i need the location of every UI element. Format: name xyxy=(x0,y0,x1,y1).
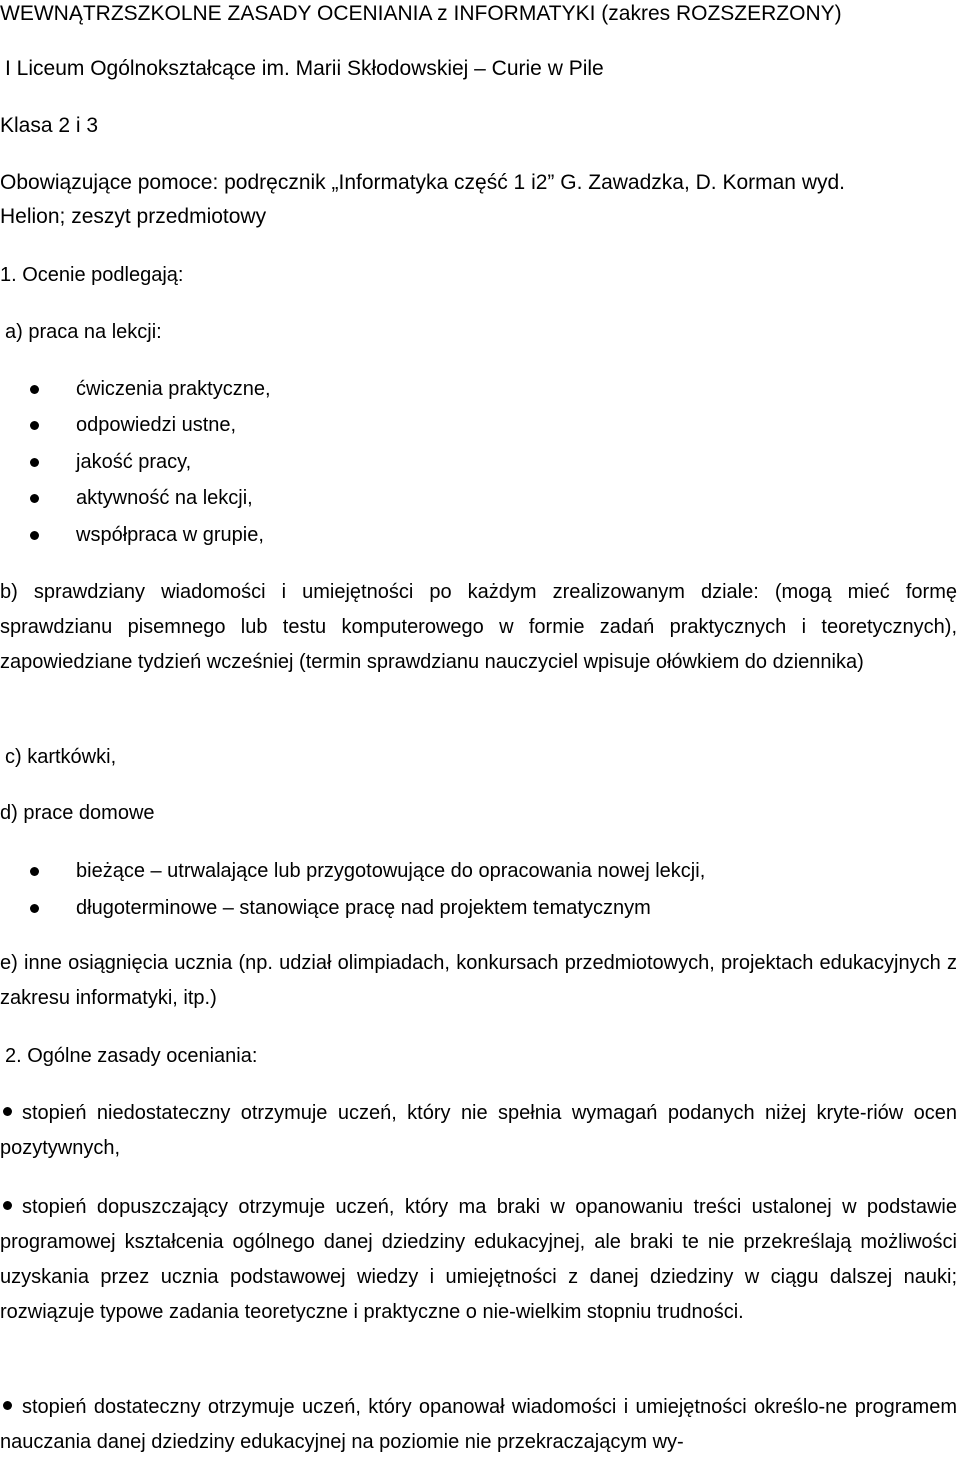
school-name: I Liceum Ogólnokształcące im. Marii Skłodowskiej – Curie w Pile xyxy=(5,57,604,80)
list-item: jakość pracy, xyxy=(38,450,191,474)
bullet-icon xyxy=(3,1401,12,1410)
list-item: stopień dostateczny otrzymuje uczeń, który opanował wiadomości i umiejętności określo-ne programem nauczania danej dziedziny edukacyjnej na poziomie nie przekraczającym wy- xyxy=(0,1396,957,1453)
bullet-icon xyxy=(3,1107,12,1116)
bullet-icon xyxy=(30,904,39,913)
bullet-icon xyxy=(3,1201,12,1210)
list-item: stopień dopuszczający otrzymuje uczeń, który ma braki w opanowaniu treści ustalonej w podstawie programowej kształcenia ogólnego danej dziedziny edukacyjnej, ale braki te nie przekreślają możliwości uzyskania przez ucznia podstawowej wiedzy i umiejętności z danej dziedziny w ciągu dalszej nauki; rozwiązuje typowe zadania teoretyczne i praktyczne o nie-wielkim stopniu trudności. xyxy=(0,1196,957,1323)
item-a-label: a) praca na lekcji: xyxy=(5,321,162,343)
grade-info: Klasa 2 i 3 xyxy=(0,114,99,137)
list-item: stopień niedostateczny otrzymuje uczeń, który nie spełnia wymagań podanych niżej kryte-riów ocen pozytywnych, xyxy=(0,1102,957,1159)
bullet-icon xyxy=(30,494,39,503)
section-2-heading: 2. Ogólne zasady oceniania: xyxy=(5,1045,258,1067)
list-item: współpraca w grupie, xyxy=(38,523,264,547)
bullet-icon xyxy=(30,458,39,467)
bullet-icon xyxy=(30,421,39,430)
list-item: aktywność na lekcji, xyxy=(38,486,253,510)
item-d-label: d) prace domowe xyxy=(0,802,155,824)
bullet-icon xyxy=(30,385,39,394)
item-b-text: b) sprawdziany wiadomości i umiejętności po każdym zrealizowanym dziale: (mogą mieć formę sprawdzianu pisemnego lub testu komputerowego w formie zadań praktycznych i teoretycznych), zapowiedziane tydzień wcześniej (termin sprawdzianu nauczyciel wpisuje ołówkiem do dziennika) xyxy=(0,581,957,673)
bullet-icon xyxy=(30,531,39,540)
item-c-label: c) kartkówki, xyxy=(5,746,117,768)
teaching-aids-line-1: Obowiązujące pomoce: podręcznik „Informatyka część 1 i2” G. Zawadzka, D. Korman wyd. xyxy=(0,171,846,194)
teaching-aids-line-2: Helion; zeszyt przedmiotowy xyxy=(0,205,267,228)
bullet-icon xyxy=(30,867,39,876)
list-item: bieżące – utrwalające lub przygotowujące do opracowania nowej lekcji, xyxy=(38,859,705,883)
section-1-heading: 1. Ocenie podlegają: xyxy=(0,264,184,286)
list-item: długoterminowe – stanowiące pracę nad projektem tematycznym xyxy=(38,896,651,920)
document-title: WEWNĄTRZSZKOLNE ZASADY OCENIANIA z INFORMATYKI (zakres ROZSZERZONY) xyxy=(0,2,842,25)
list-item: odpowiedzi ustne, xyxy=(38,413,236,437)
list-item: ćwiczenia praktyczne, xyxy=(38,377,271,401)
item-e-text: e) inne osiągnięcia ucznia (np. udział olimpiadach, konkursach przedmiotowych, projektach edukacyjnych z zakresu informatyki, itp.) xyxy=(0,952,957,1009)
